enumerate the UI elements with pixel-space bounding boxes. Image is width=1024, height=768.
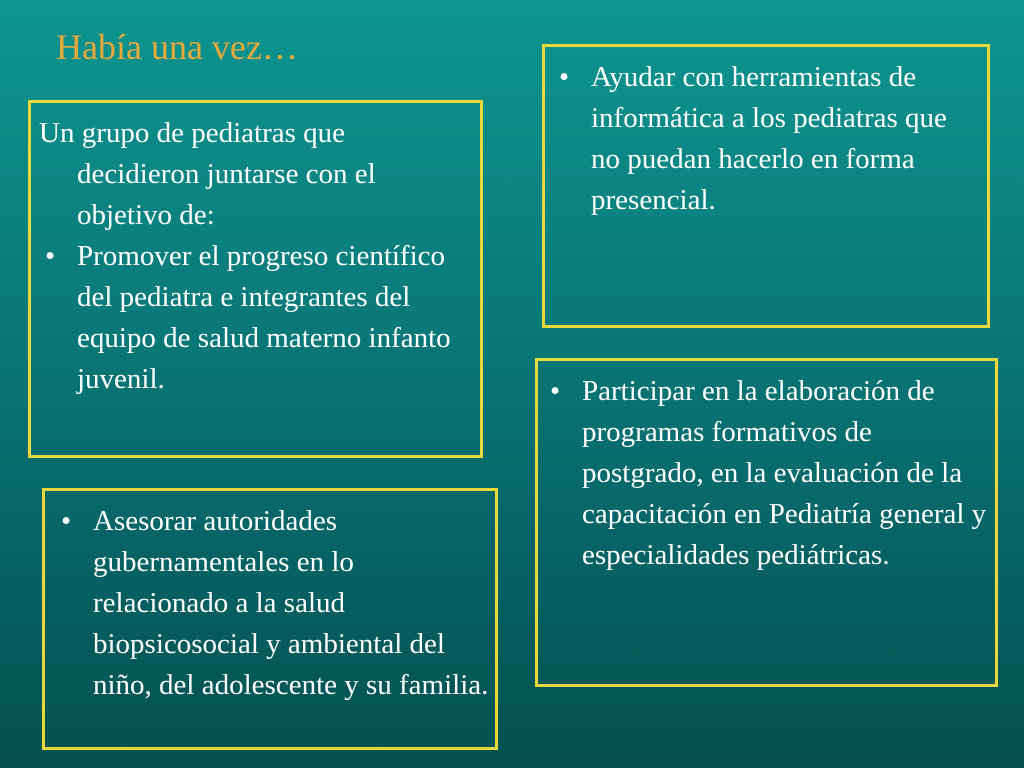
bullet-icon: • — [559, 61, 570, 93]
bullet-icon: • — [45, 240, 56, 272]
list-item-text: Ayudar con herramientas de informática a los pediatras que no puedan hacerlo en forma presencial. — [591, 61, 947, 216]
advise-list — [55, 501, 489, 706]
list-item-promote — [39, 236, 472, 400]
list-item-advise — [55, 501, 489, 706]
slide-title: Había una vez… — [56, 27, 298, 67]
list-item-participate — [544, 371, 989, 576]
bullet-icon: • — [61, 505, 72, 537]
list-item-text: Asesorar autoridades gubernamentales en lo relacionado a la salud biopsicosocial y ambiental del niño, del adolescente y su familia. — [93, 505, 489, 701]
intro-text: Un grupo de pediatras que decidieron juntarse con el objetivo de: — [39, 117, 376, 231]
bullet-icon: • — [550, 375, 561, 407]
list-item-text: Participar en la elaboración de programas formativos de postgrado, en la evaluación de la capacitación en Pediatría general y especialidades pediátricas. — [582, 375, 987, 571]
intro-box — [28, 100, 483, 458]
list-item-help — [553, 57, 981, 221]
list-item-text: Promover el progreso científico del pediatra e integrantes del equipo de salud materno infanto juvenil. — [77, 240, 451, 395]
participate-box — [535, 358, 998, 687]
advise-box — [42, 488, 498, 750]
participate-list — [544, 371, 989, 576]
help-box — [542, 44, 990, 328]
intro-list — [39, 236, 472, 400]
help-list — [553, 57, 981, 221]
